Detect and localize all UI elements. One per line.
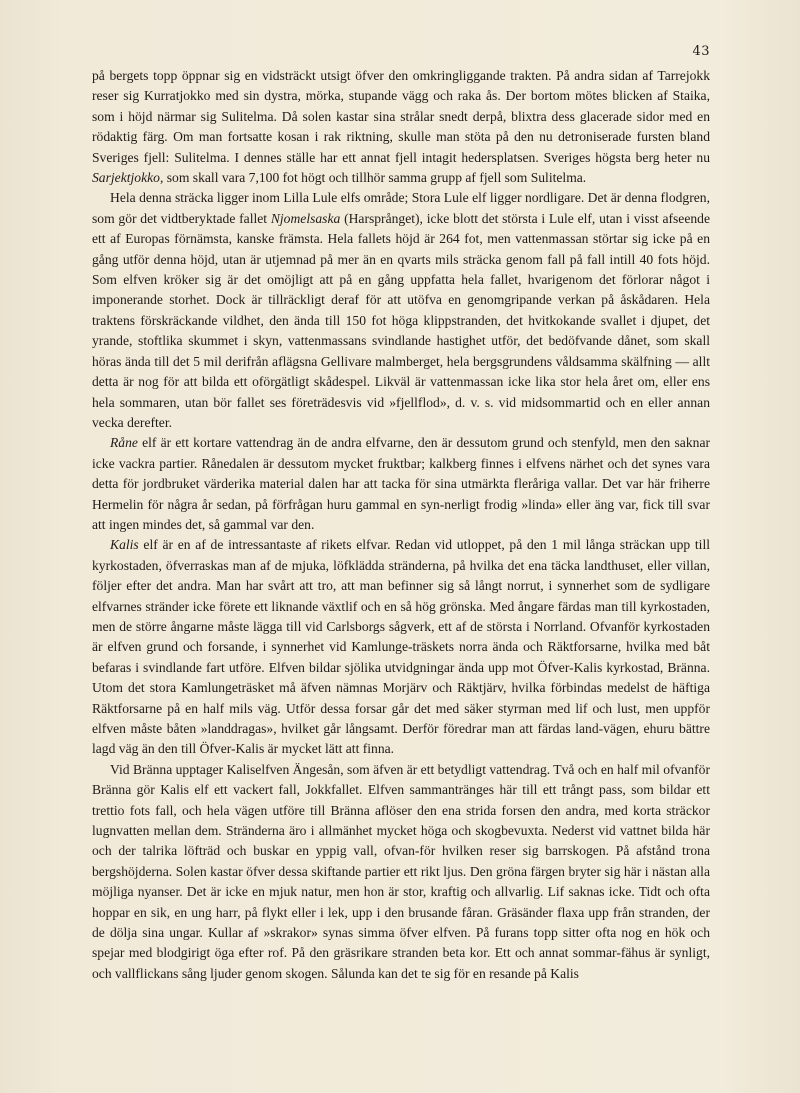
text-segment: (Harsprånget), icke blott det största i Lule elf, utan i visst afseende ett af Europas förnämsta, kanske främsta. Hela fallets höjd är 264 fot, men vattenmassan störtar sig icke på en gång utför denna höjd, utan är utjemnad på mer än en qvarts mils sträcka genom fall på fall intill 40 fots höjd. Som elfven kröker sig är det omöjligt att på en gång uppfatta hela fallet, hvarigenom det förlorar något i imponerande storhet. Dock är tillräckligt deraf för att utöfva en genomgripande verkan på åskådaren. Hela traktens förskräckande vildhet, den ända till 150 fot höga klippstranden, det hvitkokande svallet i djupet, det yrande, stoftlika skummet i skyn, vattenmassans svindlande hastighet utför, det bedöfvande dånet, som skall höras ända till det 5 mil derifrån aflägsna Gellivare malmberget, hela bergsgrundens våldsamma skälfning — allt detta är nog för att bilda ett oförgätligt skådespel. Likväl är vattenmassan icke lika stor hela året om, eller ens hela sommaren, utan bör fallet ses företrädesvis vid »fjellflod», d. v. s. vid midsommartid och en eller annan vecka derefter.: [92, 210, 710, 430]
text-segment: Vid Bränna upptager Kaliselfven Ängesån, som äfven är ett betydligt vattendrag. Två och en half mil ofvanför Bränna gör Kalis elf ett vackert fall, Jokkfallet. Elfven sammantränges här till ett trångt pass, som bildar ett trettio fots fall, och hela vägen utföre till Bränna aflöser den ena strida forsen den andra, med korta sträckor lugnvatten mellan dem. Stränderna äro i allmänhet mycket höga och skogbevuxta. Nederst vid vattnet bilda här och der talrika löfträd och buskar en yppig vall, ofvan-för hvilken reser sig barrskogen. På afstånd trona bergshöjderna. Solen kastar öfver dessa skiftande partier ett rikt ljus. Den gröna färgen bryter sig här i nästan alla möjliga nyanser. Det är icke en mjuk natur, men hon är stor, kraftig och allvarlig. Lif saknas icke. Tidt och ofta hoppar en sik, en ung harr, på flykt eller i lek, upp i den brusande fåran. Gräsänder flaxa upp från stranden, der de dölja sina ungar. Kullar af »skrakor» synas simma öfver elfven. På furans topp sitter ofta nog en hök och spejar med blodgirigt öga efter rof. På den gräsrikare stranden beta kor. Ett och annat sommar-fähus är synligt, och vallflickans sång ljuder genom skogen. Sålunda kan det te sig för en resande på Kalis: [92, 761, 710, 981]
text-segment: elf är ett kortare vattendrag än de andra elfvarne, den är dessutom grund och stenfyld, men den saknar icke vackra partier. Rånedalen är dessutom mycket fruktbar; kalkberg finnes i elfvens närhet och det synes vara detta för jordbruket värderika material dalen har att tacka för sina utmärkta fleråriga vallar. Det var här friherre Hermelin för några år sedan, på förfrågan huru gammal en syn-nerligt frodig »linda» eller äng var, fick till svar att ingen mindes det, så gammal var den.: [92, 435, 710, 532]
paragraph: [92, 535, 710, 759]
place-name: Njomelsaska: [270, 210, 341, 226]
text-segment: på bergets topp öppnar sig en vidsträckt utsigt öfver den omkringliggande trakten. På andra sidan af Tarrejokk reser sig Kurratjokko med sin dystra, mörka, stupande vägg och raka ås. Der bortom mötes blicken af Staika, som i höjd närmar sig Sulitelma. Då solen kastar sina strålar snedt derpå, blixtra dess glacerade sidor med en rödaktig färg. Om man fortsatte kosan i rak riktning, skulle man stöta på den nu detroniserade fursten bland Sveriges fjell: Sulitelma. I dennes ställe har ett annat fjell intagit hedersplatsen. Sveriges högsta berg heter nu: [92, 68, 710, 165]
text-segment: , som skall vara 7,100 fot högt och tillhör samma grupp af fjell som Sulitelma.: [159, 170, 587, 186]
paragraph: [92, 188, 710, 433]
text-segment: Hela denna sträcka ligger inom Lilla Lule elfs område; Stora Lule elf ligger nordligare. Det är denna flodgren, som gör det vidtberyktade fallet: [92, 190, 710, 226]
body-text: [92, 66, 710, 984]
place-name: Kalis: [110, 537, 139, 553]
text-segment: elf är en af de intressantaste af rikets elfvar. Redan vid utloppet, på den 1 mil långa sträckan upp till kyrkostaden, öfverraskas man af de mjuka, löfklädda stränderna, på hvilka det ena täcka landthuset, eller villan, följer efter det andra. Man har svårt att tro, att man befinner sig så långt norrut, i synnerhet som de sydligare elfvarnes stränder icke förete ett liknande växtlif och en så hög grönska. Med ångare färdas man till kyrkostaden, men de större ångarne måste lägga till vid Carlsborgs sågverk, ett af de största i Norrland. Ofvanför kyrkostaden är elfven grund och forsande, i synnerhet vid Kamlunge-träskets norra ända och Räktforsarne, hvilka med båt befaras i svindlande fart utföre. Elfven bildar sjölika utvidgningar ända upp mot Öfver-Kalis kyrkostad, Bränna. Utom det stora Kamlungeträsket må äfven nämnas Morjärv och Räktjärv, hvilka förbindas medelst de häftiga Räktforsarne på en half mils väg. Utför dessa forsar går det med säker styrman med lif och lust, men uppför elfven måste båten »landdragas», hvilket går långsamt. Derför föredrar man att färdas land-vägen, ehuru bättre lagd väg än den till Öfver-Kalis är mycket lätt att finna.: [92, 537, 710, 757]
page-number: 43: [692, 44, 710, 59]
paragraph: [92, 760, 710, 984]
paragraph: [92, 66, 710, 188]
place-name: Sarjektjokko: [92, 170, 160, 186]
paragraph: [92, 433, 710, 535]
place-name: Råne: [110, 435, 138, 451]
